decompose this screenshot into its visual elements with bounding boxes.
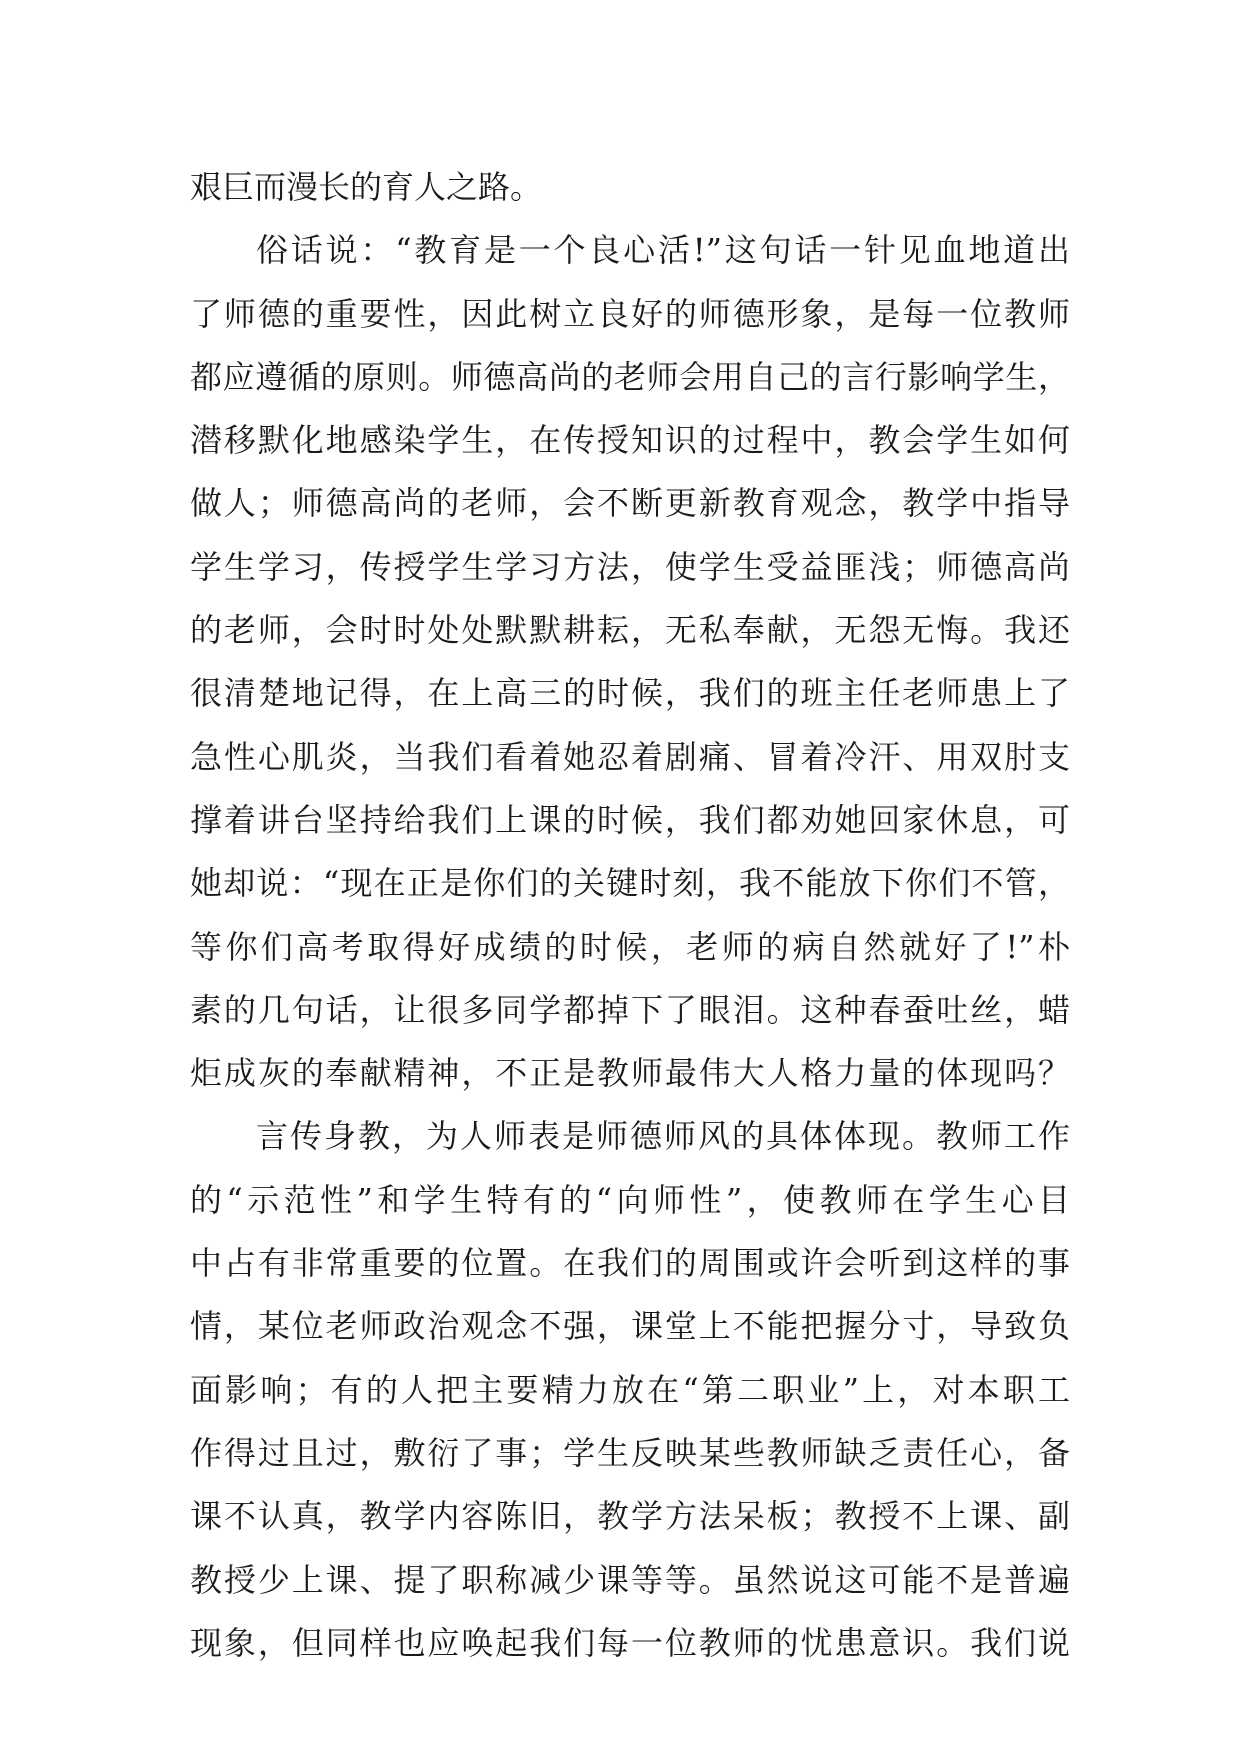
text-line: 很清楚地记得，在上高三的时候，我们的班主任老师患上了	[190, 674, 1070, 713]
text-line: 作得过且过，敷衍了事；学生反映某些教师缺乏责任心，备	[190, 1433, 1070, 1472]
text-line: 艰巨而漫长的育人之路。	[190, 168, 543, 206]
text-line: 都应遵循的原则。师德高尚的老师会用自己的言行影响学生，	[190, 357, 1070, 396]
text-line: 情，某位老师政治观念不强，课堂上不能把握分寸，导致负	[190, 1307, 1070, 1346]
text-line: 撑着讲台坚持给我们上课的时候，我们都劝她回家休息，可	[190, 800, 1070, 839]
text-line: 她却说：“现在正是你们的关键时刻，我不能放下你们不管，	[190, 864, 1070, 903]
body-text	[190, 156, 1070, 1675]
text-line: 了师德的重要性，因此树立良好的师德形象，是每一位教师	[190, 294, 1070, 333]
text-line: 中占有非常重要的位置。在我们的周围或许会听到这样的事	[190, 1244, 1070, 1283]
paragraph-first-line: 言传身教，为人师表是师德师风的具体体现。教师工作	[256, 1117, 1070, 1156]
text-line: 急性心肌炎，当我们看着她忍着剧痛、冒着冷汗、用双肘支	[190, 737, 1070, 776]
text-line: 面影响；有的人把主要精力放在“第二职业”上，对本职工	[190, 1370, 1070, 1409]
text-line: 现象，但同样也应唤起我们每一位教师的忧患意识。我们说	[190, 1623, 1070, 1662]
text-line: 教授少上课、提了职称减少课等等。虽然说这可能不是普遍	[190, 1560, 1070, 1599]
text-line: 潜移默化地感染学生，在传授知识的过程中，教会学生如何	[190, 421, 1070, 460]
paragraph-first-line: 俗话说：“教育是一个良心活!”这句话一针见血地道出	[256, 231, 1070, 270]
text-line: 的老师，会时时处处默默耕耘，无私奉献，无怨无悔。我还	[190, 611, 1070, 650]
text-line: 的“示范性”和学生特有的“向师性”，使教师在学生心目	[190, 1180, 1070, 1219]
text-line: 素的几句话，让很多同学都掉下了眼泪。这种春蚕吐丝，蜡	[190, 990, 1070, 1029]
text-line: 等你们高考取得好成绩的时候，老师的病自然就好了!”朴	[190, 927, 1070, 966]
text-line: 课不认真，教学内容陈旧，教学方法呆板；教授不上课、副	[190, 1497, 1070, 1536]
text-line: 炬成灰的奉献精神，不正是教师最伟大人格力量的体现吗？	[190, 1054, 1070, 1093]
text-line: 做人；师德高尚的老师，会不断更新教育观念，教学中指导	[190, 484, 1070, 523]
text-line: 学生学习，传授学生学习方法，使学生受益匪浅；师德高尚	[190, 547, 1070, 586]
